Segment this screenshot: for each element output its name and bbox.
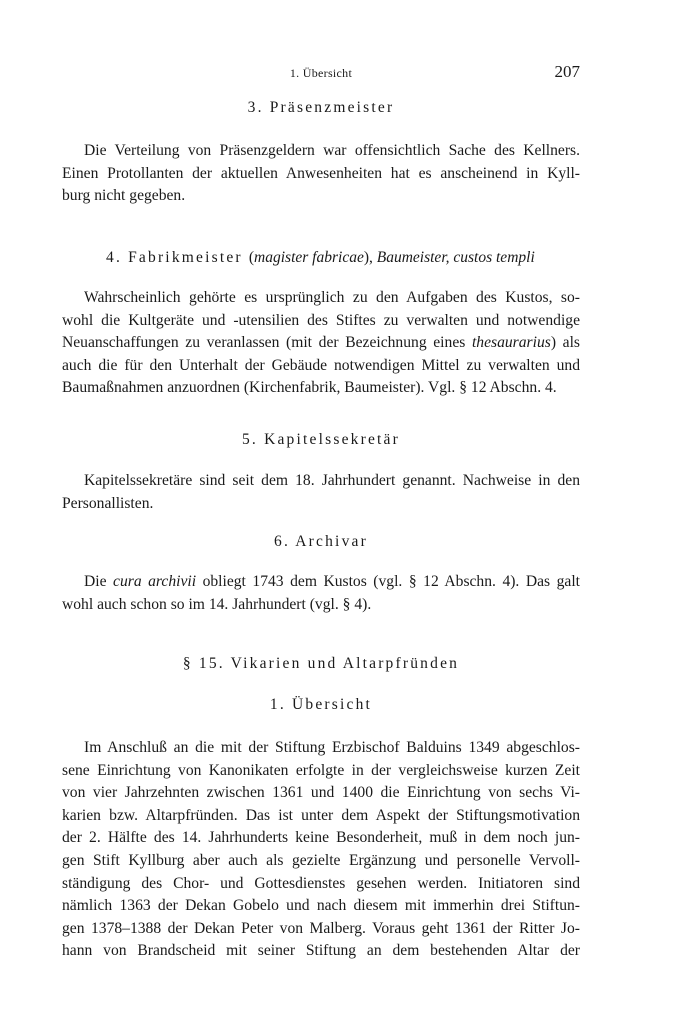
text-line: wohl die Kultgeräte und -utensilien des Stiftes zu verwalten und notwendige (62, 311, 580, 329)
running-title: 1. Übersicht (289, 66, 353, 80)
text-line: Wahrscheinlich gehörte es ursprünglich zu den Aufgaben des Kustos, so- (84, 289, 580, 306)
heading-italic-term: Baumeister, custos templi (376, 249, 535, 266)
text-line: Personallisten. (62, 494, 154, 512)
text-segment: Die (84, 573, 114, 590)
text-segment: obliegt 1743 dem Kustos (vgl. § 12 Abschn. 4). Das galt (196, 573, 580, 590)
heading-vikarien: § 15. Vikarien und Altarpfründen (182, 655, 460, 672)
paragraph-kapitelssekretaer (62, 470, 580, 515)
text-line: Die Verteilung von Präsenzgeldern war offensichtlich Sache des Kellners. (84, 142, 580, 159)
running-head (62, 62, 580, 82)
text-segment: Neuanschaffungen zu veranlassen (mit der Bezeichnung eines (62, 334, 472, 352)
heading-paren: ( (248, 249, 255, 266)
text-line (62, 332, 580, 355)
text-line: wohl auch schon so im 14. Jahrhundert (vgl. § 4). (62, 595, 372, 613)
heading-archivar: 6. Archivar (274, 533, 368, 550)
text-line: auch die für den Unterhalt der Gebäude notwendigen Mittel zu verwalten und (62, 356, 580, 374)
text-line: gen Stift Kyllburg aber auch als gezielte Ergänzung und personelle Vervoll- (62, 851, 580, 869)
subheading-uebersicht: 1. Übersicht (269, 696, 373, 713)
italic-term: thesaurarius (471, 334, 551, 352)
text-segment: ) als (550, 334, 580, 352)
heading-praesenzmeister: 3. Präsenzmeister (247, 99, 395, 116)
text-line: Einen Protollanten der aktuellen Anwesenheiten hat es anscheinend in Kyll- (62, 164, 580, 182)
paragraph-vikarien (62, 737, 580, 963)
heading-fabrikmeister (62, 248, 580, 268)
text-line: Im Anschluß an die mit der Stiftung Erzbischof Balduins 1349 abgeschlos- (84, 739, 580, 756)
text-line: sene Einrichtung von Kanonikaten erfolgte in der vergleichsweise kurzen Zeit (62, 761, 580, 779)
text-line: burg nicht gegeben. (62, 187, 186, 205)
italic-term: cura archivii (113, 573, 197, 590)
text-line: karien bzw. Altarpfründen. Das ist unter dem Aspekt der Stiftungsmotivation (62, 806, 580, 824)
text-line: ständigung des Chor- und Gottesdienstes gesehen werden. Initiatoren sind (62, 874, 580, 892)
page-number: 207 (554, 62, 580, 81)
heading-text: 4. Fabrikmeister (106, 249, 249, 266)
heading-paren: ), (363, 249, 377, 266)
text-line (62, 571, 580, 594)
text-line: der 2. Hälfte des 14. Jahrhunderts keine Besonderheit, muß in dem noch jun- (62, 829, 580, 847)
paragraph-archivar (62, 571, 580, 616)
paragraph-fabrikmeister (62, 287, 580, 400)
text-line: von vier Jahrzehnten zwischen 1361 und 1400 die Einrichtung von sechs Vi- (62, 784, 580, 802)
text-line: Kapitelssekretäre sind seit dem 18. Jahrhundert genannt. Nachweise in den (84, 472, 580, 489)
heading-italic-term: magister fabricae (254, 249, 364, 266)
text-line: gen 1378–1388 der Dekan Peter von Malberg. Voraus geht 1361 der Ritter Jo- (62, 919, 580, 937)
text-line: Baumaßnahmen anzuordnen (Kirchenfabrik, Baumeister). Vgl. § 12 Abschn. 4. (62, 379, 557, 397)
paragraph-praesenzmeister (62, 140, 580, 208)
heading-kapitelssekretaer: 5. Kapitelssekretär (241, 431, 400, 448)
text-line: hann von Brandscheid mit seiner Stiftung an dem bestehenden Altar der (62, 942, 580, 960)
text-line: nämlich 1363 der Dekan Gobelo und nach diesem mit immerhin drei Stiftun- (62, 897, 580, 915)
